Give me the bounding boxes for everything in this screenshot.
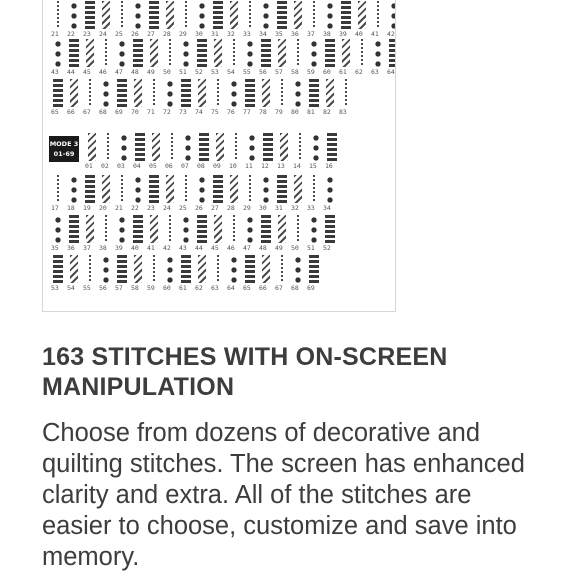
stitch-pattern-icon: [275, 254, 289, 284]
stitch-number: 35: [275, 30, 283, 38]
stitch-number: 29: [243, 204, 251, 212]
stitch-number: 11: [245, 162, 253, 170]
stitch-pattern-icon: [307, 38, 321, 68]
stitch-row-5: [51, 174, 391, 212]
stitch-number: 55: [243, 68, 251, 76]
stitch-pattern-icon: [213, 132, 227, 162]
stitch-number: 74: [195, 108, 203, 116]
stitch-number: 69: [307, 284, 315, 292]
stitch-pattern-icon: [115, 174, 129, 204]
stitch-number: 40: [355, 30, 363, 38]
stitch-number: 40: [131, 244, 139, 252]
stitch-pattern-icon: [291, 214, 305, 244]
stitch-pattern-icon: [227, 214, 241, 244]
stitch-number: 14: [293, 162, 301, 170]
stitch-number: 53: [211, 68, 219, 76]
stitch-pattern-icon: [181, 132, 195, 162]
stitch-pattern-icon: [179, 38, 193, 68]
stitch-number: 12: [261, 162, 269, 170]
stitch-number: 13: [277, 162, 285, 170]
stitch-pattern-icon: [227, 0, 241, 30]
stitch-pattern-icon: [147, 0, 161, 30]
stitch-number: 23: [83, 30, 91, 38]
stitch-pattern-icon: [115, 214, 129, 244]
stitch-number: 25: [115, 30, 123, 38]
stitch-pattern-icon: [99, 174, 113, 204]
stitch-number: 41: [147, 244, 155, 252]
stitch-pattern-icon: [211, 174, 225, 204]
stitch-number: 71: [147, 108, 155, 116]
stitch-pattern-icon: [67, 0, 81, 30]
stitch-number: 21: [51, 30, 59, 38]
stitch-number: 80: [291, 108, 299, 116]
stitch-number: 01: [85, 162, 93, 170]
stitch-pattern-icon: [291, 254, 305, 284]
stitch-number: 68: [291, 284, 299, 292]
stitch-pattern-icon: [163, 38, 177, 68]
stitch-number: 46: [99, 68, 107, 76]
stitch-pattern-icon: [227, 78, 241, 108]
stitch-number: 02: [101, 162, 109, 170]
stitch-number: 47: [243, 244, 251, 252]
stitch-pattern-icon: [227, 174, 241, 204]
stitch-row-1: [51, 0, 395, 38]
stitch-number: 16: [325, 162, 333, 170]
stitch-pattern-icon: [179, 214, 193, 244]
stitch-number: 42: [387, 30, 395, 38]
stitch-pattern-icon: [163, 254, 177, 284]
stitch-number: 63: [371, 68, 379, 76]
stitch-pattern-icon: [197, 132, 211, 162]
stitch-pattern-icon: [323, 214, 337, 244]
stitch-pattern-icon: [67, 214, 81, 244]
stitch-number: 58: [291, 68, 299, 76]
stitch-pattern-icon: [227, 254, 241, 284]
stitch-number: 44: [67, 68, 75, 76]
stitch-pattern-icon: [147, 254, 161, 284]
stitch-pattern-icon: [243, 214, 257, 244]
stitch-number: 42: [163, 244, 171, 252]
stitch-pattern-icon: [67, 38, 81, 68]
stitch-number: 52: [323, 244, 331, 252]
stitch-number: 57: [275, 68, 283, 76]
stitch-number: 73: [179, 108, 187, 116]
stitch-number: 67: [275, 284, 283, 292]
stitch-number: 75: [211, 108, 219, 116]
stitch-pattern-icon: [131, 38, 145, 68]
stitch-pattern-icon: [99, 214, 113, 244]
stitch-number: 49: [147, 68, 155, 76]
stitch-number: 29: [179, 30, 187, 38]
stitch-number: 34: [259, 30, 267, 38]
stitch-pattern-icon: [195, 174, 209, 204]
stitch-number: 28: [163, 30, 171, 38]
stitch-pattern-icon: [99, 254, 113, 284]
stitch-number: 53: [51, 284, 59, 292]
stitch-number: 78: [259, 108, 267, 116]
stitch-number: 56: [259, 68, 267, 76]
stitch-pattern-icon: [83, 214, 97, 244]
stitch-pattern-icon: [131, 254, 145, 284]
stitch-pattern-icon: [147, 38, 161, 68]
stitch-pattern-icon: [323, 174, 337, 204]
stitch-number: 54: [67, 284, 75, 292]
stitch-number: 07: [181, 162, 189, 170]
stitch-number: 31: [275, 204, 283, 212]
stitch-number: 48: [259, 244, 267, 252]
stitch-number: 35: [51, 244, 59, 252]
stitch-pattern-icon: [307, 214, 321, 244]
stitch-pattern-icon: [371, 38, 385, 68]
stitch-number: 50: [163, 68, 171, 76]
stitch-pattern-icon: [211, 214, 225, 244]
stitch-number: 30: [259, 204, 267, 212]
stitch-number: 15: [309, 162, 317, 170]
stitch-pattern-icon: [259, 214, 273, 244]
stitch-number: 38: [323, 30, 331, 38]
stitch-pattern-icon: [163, 174, 177, 204]
mode-badge: [49, 136, 79, 162]
stitch-pattern-icon: [133, 132, 147, 162]
stitch-pattern-icon: [99, 78, 113, 108]
stitch-pattern-icon: [259, 174, 273, 204]
stitch-pattern-icon: [195, 254, 209, 284]
stitch-number: 38: [99, 244, 107, 252]
stitch-number: 61: [179, 284, 187, 292]
stitch-number: 60: [323, 68, 331, 76]
stitch-pattern-icon: [99, 38, 113, 68]
stitch-number: 51: [179, 68, 187, 76]
stitch-pattern-icon: [291, 0, 305, 30]
stitch-number: 44: [195, 244, 203, 252]
stitch-pattern-icon: [323, 0, 337, 30]
stitch-number: 46: [227, 244, 235, 252]
stitch-pattern-icon: [307, 174, 321, 204]
stitch-pattern-icon: [115, 0, 129, 30]
stitch-number: 26: [131, 30, 139, 38]
stitch-number: 55: [83, 284, 91, 292]
stitch-number: 67: [83, 108, 91, 116]
stitch-number: 59: [307, 68, 315, 76]
stitch-number: 69: [115, 108, 123, 116]
stitch-pattern-icon: [147, 214, 161, 244]
stitch-number: 64: [227, 284, 235, 292]
stitch-pattern-icon: [147, 174, 161, 204]
stitch-pattern-icon: [179, 78, 193, 108]
stitch-pattern-icon: [323, 78, 337, 108]
stitch-number: 30: [195, 30, 203, 38]
stitch-pattern-icon: [307, 254, 321, 284]
stitch-pattern-icon: [261, 132, 275, 162]
stitch-number: 82: [323, 108, 331, 116]
stitch-pattern-icon: [325, 132, 339, 162]
stitch-number: 03: [117, 162, 125, 170]
stitch-pattern-icon: [51, 214, 65, 244]
stitch-pattern-icon: [163, 0, 177, 30]
stitch-number: 65: [243, 284, 251, 292]
stitch-number: 04: [133, 162, 141, 170]
stitch-number: 57: [115, 284, 123, 292]
stitch-number: 06: [165, 162, 173, 170]
stitch-pattern-icon: [243, 174, 257, 204]
stitch-number: 10: [229, 162, 237, 170]
stitch-pattern-icon: [51, 0, 65, 30]
stitch-pattern-icon: [275, 38, 289, 68]
stitch-number: 36: [291, 30, 299, 38]
stitch-number: 54: [227, 68, 235, 76]
stitch-pattern-icon: [387, 38, 396, 68]
stitch-number: 76: [227, 108, 235, 116]
stitch-number: 39: [339, 30, 347, 38]
stitch-number: 37: [307, 30, 315, 38]
stitch-number: 24: [99, 30, 107, 38]
stitch-number: 81: [307, 108, 315, 116]
stitch-number: 72: [163, 108, 171, 116]
stitch-pattern-icon: [259, 0, 273, 30]
stitch-number: 43: [51, 68, 59, 76]
stitch-number: 27: [211, 204, 219, 212]
stitch-pattern-icon: [195, 78, 209, 108]
stitch-pattern-icon: [67, 254, 81, 284]
stitch-number: 47: [115, 68, 123, 76]
stitch-number: 39: [115, 244, 123, 252]
stitch-pattern-icon: [83, 38, 97, 68]
stitch-row-3: [51, 78, 391, 116]
stitch-pattern-icon: [179, 0, 193, 30]
stitch-pattern-icon: [51, 254, 65, 284]
stitch-number: 26: [195, 204, 203, 212]
stitch-pattern-icon: [195, 0, 209, 30]
stitch-number: 22: [131, 204, 139, 212]
stitch-number: 34: [323, 204, 331, 212]
stitch-pattern-icon: [83, 0, 97, 30]
stitch-pattern-icon: [149, 132, 163, 162]
stitch-pattern-icon: [115, 78, 129, 108]
stitch-pattern-icon: [259, 78, 273, 108]
stitch-number: 83: [339, 108, 347, 116]
stitch-pattern-icon: [165, 132, 179, 162]
stitch-number: 70: [131, 108, 139, 116]
stitch-pattern-icon: [275, 174, 289, 204]
stitch-pattern-icon: [179, 174, 193, 204]
stitch-pattern-icon: [339, 78, 353, 108]
stitch-pattern-icon: [115, 254, 129, 284]
stitch-pattern-icon: [243, 254, 257, 284]
stitch-pattern-icon: [51, 174, 65, 204]
stitch-pattern-icon: [371, 0, 385, 30]
stitch-pattern-icon: [211, 78, 225, 108]
stitch-number: 37: [83, 244, 91, 252]
stitch-pattern-icon: [275, 0, 289, 30]
stitch-number: 22: [67, 30, 75, 38]
stitch-number: 17: [51, 204, 59, 212]
feature-title: 163 STITCHES WITH ON-SCREEN MANIPULATION: [42, 343, 448, 401]
stitch-pattern-icon: [355, 0, 369, 30]
stitch-number: 63: [211, 284, 219, 292]
stitch-pattern-icon: [243, 38, 257, 68]
stitch-number: 52: [195, 68, 203, 76]
stitch-row-2: [51, 38, 395, 76]
stitch-pattern-icon: [291, 174, 305, 204]
stitch-pattern-icon: [67, 78, 81, 108]
stitch-row-6: [51, 214, 391, 252]
stitch-pattern-icon: [117, 132, 131, 162]
stitch-number: 45: [83, 68, 91, 76]
stitch-number: 09: [213, 162, 221, 170]
stitch-chart-image: [42, 0, 396, 312]
stitch-number: 27: [147, 30, 155, 38]
stitch-number: 23: [147, 204, 155, 212]
stitch-number: 66: [259, 284, 267, 292]
stitch-pattern-icon: [179, 254, 193, 284]
stitch-pattern-icon: [227, 38, 241, 68]
stitch-number: 20: [99, 204, 107, 212]
stitch-pattern-icon: [51, 78, 65, 108]
stitch-pattern-icon: [275, 78, 289, 108]
stitch-number: 24: [163, 204, 171, 212]
stitch-pattern-icon: [277, 132, 291, 162]
stitch-pattern-icon: [195, 38, 209, 68]
stitch-number: 56: [99, 284, 107, 292]
stitch-pattern-icon: [195, 214, 209, 244]
stitch-number: 50: [291, 244, 299, 252]
stitch-pattern-icon: [51, 38, 65, 68]
stitch-number: 25: [179, 204, 187, 212]
stitch-pattern-icon: [83, 174, 97, 204]
stitch-number: 68: [99, 108, 107, 116]
stitch-pattern-icon: [211, 254, 225, 284]
stitch-number: 59: [147, 284, 155, 292]
stitch-number: 33: [243, 30, 251, 38]
stitch-pattern-icon: [85, 132, 99, 162]
stitch-pattern-icon: [275, 214, 289, 244]
stitch-pattern-icon: [307, 78, 321, 108]
stitch-number: 45: [211, 244, 219, 252]
stitch-pattern-icon: [131, 0, 145, 30]
stitch-pattern-icon: [83, 254, 97, 284]
stitch-pattern-icon: [147, 78, 161, 108]
stitch-row-7: [51, 254, 391, 292]
stitch-number: 60: [163, 284, 171, 292]
stitch-pattern-icon: [115, 38, 129, 68]
stitch-pattern-icon: [309, 132, 323, 162]
stitch-number: 33: [307, 204, 315, 212]
stitch-pattern-icon: [163, 214, 177, 244]
stitch-number: 41: [371, 30, 379, 38]
stitch-pattern-icon: [291, 78, 305, 108]
stitch-number: 32: [227, 30, 235, 38]
stitch-pattern-icon: [245, 132, 259, 162]
stitch-number: 32: [291, 204, 299, 212]
stitch-pattern-icon: [67, 174, 81, 204]
stitch-pattern-icon: [101, 132, 115, 162]
stitch-row-4: [85, 132, 385, 170]
stitch-number: 49: [275, 244, 283, 252]
stitch-pattern-icon: [211, 38, 225, 68]
stitch-number: 64: [387, 68, 395, 76]
stitch-pattern-icon: [211, 0, 225, 30]
stitch-pattern-icon: [307, 0, 321, 30]
stitch-number: 31: [211, 30, 219, 38]
stitch-pattern-icon: [131, 78, 145, 108]
stitch-pattern-icon: [355, 38, 369, 68]
stitch-pattern-icon: [99, 0, 113, 30]
stitch-number: 66: [67, 108, 75, 116]
stitch-pattern-icon: [243, 78, 257, 108]
stitch-pattern-icon: [339, 0, 353, 30]
stitch-pattern-icon: [293, 132, 307, 162]
stitch-number: 48: [131, 68, 139, 76]
stitch-number: 79: [275, 108, 283, 116]
stitch-number: 28: [227, 204, 235, 212]
stitch-pattern-icon: [259, 254, 273, 284]
stitch-pattern-icon: [291, 38, 305, 68]
stitch-number: 21: [115, 204, 123, 212]
stitch-number: 05: [149, 162, 157, 170]
stitch-pattern-icon: [259, 38, 273, 68]
feature-description: Choose from dozens of decorative and quilting stitches. The screen has enhanced clarity and extra. All of the stitches are easier to choose, customize and save into memory.: [42, 419, 525, 571]
stitch-number: 19: [83, 204, 91, 212]
stitch-number: 18: [67, 204, 75, 212]
stitch-number: 65: [51, 108, 59, 116]
stitch-pattern-icon: [387, 0, 396, 30]
stitch-number: 61: [339, 68, 347, 76]
stitch-pattern-icon: [131, 174, 145, 204]
stitch-number: 43: [179, 244, 187, 252]
stitch-number: 62: [355, 68, 363, 76]
stitch-pattern-icon: [323, 38, 337, 68]
stitch-number: 58: [131, 284, 139, 292]
stitch-pattern-icon: [229, 132, 243, 162]
stitch-pattern-icon: [83, 78, 97, 108]
stitch-pattern-icon: [339, 38, 353, 68]
stitch-number: 62: [195, 284, 203, 292]
mode-badge-line1: MODE 3: [49, 140, 79, 148]
stitch-pattern-icon: [163, 78, 177, 108]
stitch-number: 51: [307, 244, 315, 252]
stitch-number: 36: [67, 244, 75, 252]
stitch-pattern-icon: [131, 214, 145, 244]
stitch-number: 77: [243, 108, 251, 116]
stitch-pattern-icon: [243, 0, 257, 30]
stitch-number: 08: [197, 162, 205, 170]
mode-badge-line2: 01-69: [53, 150, 75, 158]
